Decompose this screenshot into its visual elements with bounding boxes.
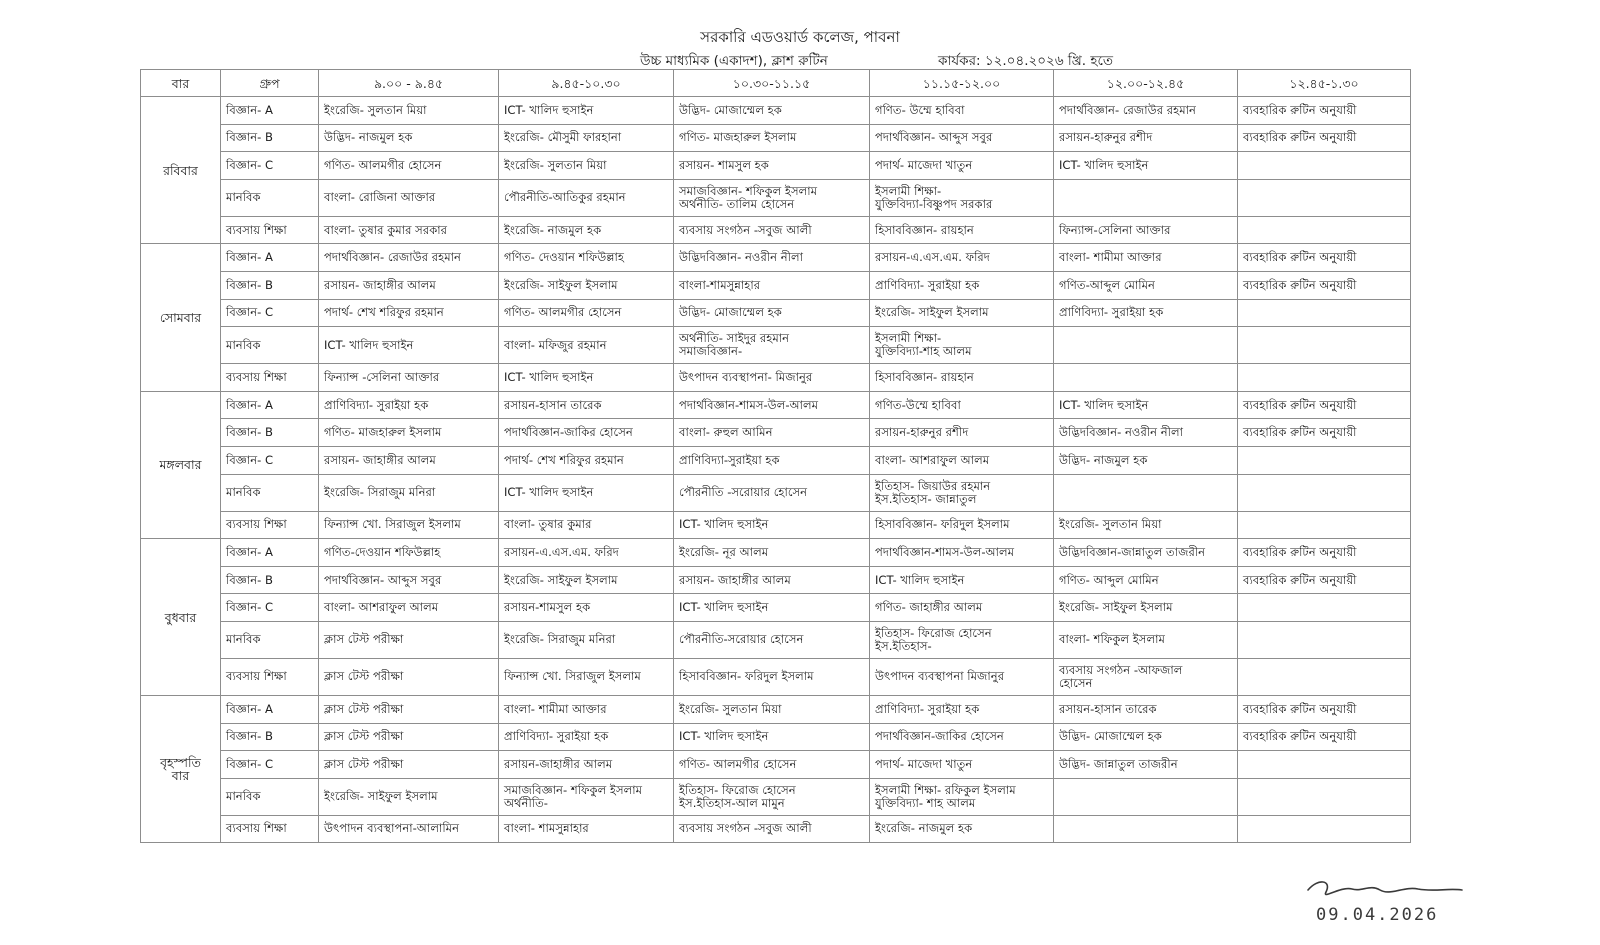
class-cell: উদ্ভিদবিজ্ঞান- নওরীন নীলা	[1054, 419, 1238, 447]
class-cell-line: যুক্তিবিদ্যা-শাহ আলম	[875, 344, 972, 359]
class-cell: ক্লাস টেস্ট পরীক্ষা	[319, 723, 499, 751]
signature-scribble	[1308, 882, 1462, 895]
class-cell	[1238, 815, 1411, 843]
group-cell: বিজ্ঞান- B	[221, 124, 319, 152]
class-cell: উদ্ভিদ- জান্নাতুল তাজরীন	[1054, 751, 1238, 779]
group-cell: বিজ্ঞান- C	[221, 751, 319, 779]
routine-row	[141, 446, 1411, 474]
day-cell: সোমবার	[141, 244, 221, 391]
routine-row	[141, 723, 1411, 751]
class-cell	[1054, 179, 1238, 216]
class-cell: ইংরেজি- সাইফুল ইসলাম	[499, 271, 674, 299]
class-cell: বাংলা- রুহুল আমিন	[674, 419, 870, 447]
routine-row	[141, 539, 1411, 567]
group-cell: মানবিক	[221, 327, 319, 364]
class-cell: রসায়ন-জাহাঙ্গীর আলম	[499, 751, 674, 779]
class-cell: হিসাববিজ্ঞান- ফরিদুল ইসলাম	[674, 658, 870, 695]
class-cell: বাংলা- মফিজুর রহমান	[499, 327, 674, 364]
class-cell	[870, 474, 1054, 511]
class-cell-line: অর্থনীতি-	[504, 795, 548, 810]
class-cell: ইংরেজি- সাইফুল ইসলাম	[870, 299, 1054, 327]
class-cell: হিসাববিজ্ঞান- রায়হান	[870, 364, 1054, 392]
class-cell: রসায়ন-এ.এস.এম. ফরিদ	[870, 244, 1054, 272]
day-cell: মঙ্গলবার	[141, 391, 221, 538]
class-cell: উদ্ভিদ- নাজমুল হক	[319, 124, 499, 152]
routine-row	[141, 97, 1411, 125]
class-cell: ব্যবহারিক রুটিন অনুযায়ী	[1238, 391, 1411, 419]
class-cell-line: ইতিহাস- ফিরোজ হোসেন	[875, 625, 992, 640]
routine-row	[141, 179, 1411, 216]
class-cell: বাংলা- শামসুন্নাহার	[499, 815, 674, 843]
group-cell: মানবিক	[221, 778, 319, 815]
routine-row	[141, 216, 1411, 244]
class-cell: ফিন্যান্স খো. সিরাজুল ইসলাম	[499, 658, 674, 695]
class-cell: রসায়ন-শামসুল হক	[499, 594, 674, 622]
group-cell: বিজ্ঞান- C	[221, 446, 319, 474]
group-cell: বিজ্ঞান- C	[221, 594, 319, 622]
class-cell-line: সমাজবিজ্ঞান-	[679, 344, 743, 359]
group-cell: মানবিক	[221, 474, 319, 511]
class-cell: উদ্ভিদ- মোজাম্মেল হক	[1054, 723, 1238, 751]
routine-row	[141, 152, 1411, 180]
class-cell-line: ইসলামী শিক্ষা-	[875, 183, 942, 198]
signature-date: 09.04.2026	[1316, 905, 1439, 925]
class-cell: রসায়ন- জাহাঙ্গীর আলম	[319, 271, 499, 299]
col-period-1: ৯.০০ - ৯.৪৫	[319, 70, 499, 97]
class-cell: ব্যবহারিক রুটিন অনুযায়ী	[1238, 539, 1411, 567]
class-cell: ব্যবহারিক রুটিন অনুযায়ী	[1238, 271, 1411, 299]
class-cell: উদ্ভিদ- নাজমুল হক	[1054, 446, 1238, 474]
class-cell: রসায়ন-হারুনুর রশীদ	[1054, 124, 1238, 152]
routine-row	[141, 621, 1411, 658]
signature-mark	[1300, 876, 1500, 938]
class-cell: ব্যবহারিক রুটিন অনুযায়ী	[1238, 566, 1411, 594]
class-cell: পদার্থ- শেখ শরিফুর রহমান	[319, 299, 499, 327]
class-cell: প্রাণিবিদ্যা-সুরাইয়া হক	[674, 446, 870, 474]
class-cell: ইংরেজি- সাইফুল ইসলাম	[499, 566, 674, 594]
class-cell: বাংলা-শামসুন্নাহার	[674, 271, 870, 299]
class-cell: বাংলা- আশরাফুল আলম	[319, 594, 499, 622]
class-cell: রসায়ন- শামসুল হক	[674, 152, 870, 180]
routine-body	[141, 97, 1411, 843]
class-cell	[870, 621, 1054, 658]
routine-row	[141, 695, 1411, 723]
class-cell	[1238, 658, 1411, 695]
group-cell: ব্যবসায় শিক্ষা	[221, 511, 319, 539]
class-cell: পদার্থবিজ্ঞান-শামস-উল-আলম	[674, 391, 870, 419]
group-cell: ব্যবসায় শিক্ষা	[221, 815, 319, 843]
class-cell: উদ্ভিদবিজ্ঞান- নওরীন নীলা	[674, 244, 870, 272]
class-cell: ইংরেজি- নাজমুল হক	[499, 216, 674, 244]
routine-row	[141, 271, 1411, 299]
day-cell: বুধবার	[141, 539, 221, 696]
class-cell: হিসাববিজ্ঞান- রায়হান	[870, 216, 1054, 244]
class-cell	[1238, 778, 1411, 815]
class-cell: উৎপাদন ব্যবস্থাপনা- মিজানুর	[674, 364, 870, 392]
group-cell: বিজ্ঞান- B	[221, 419, 319, 447]
class-cell: ক্লাস টেস্ট পরীক্ষা	[319, 751, 499, 779]
class-cell: ইংরেজি- সাইফুল ইসলাম	[1054, 594, 1238, 622]
col-day: বার	[141, 70, 221, 97]
class-cell: বাংলা- শামীমা আক্তার	[499, 695, 674, 723]
class-cell: গণিত- আলমগীর হোসেন	[319, 152, 499, 180]
class-cell: ইংরেজি- সিরাজুম মনিরা	[319, 474, 499, 511]
class-cell: উদ্ভিদ- মোজাম্মেল হক	[674, 97, 870, 125]
class-cell: ICT- খালিদ হুসাইন	[870, 566, 1054, 594]
class-cell: উৎপাদন ব্যবস্থাপনা-আলামিন	[319, 815, 499, 843]
class-cell	[1238, 751, 1411, 779]
class-cell-line: ইস.ইতিহাস-	[875, 638, 932, 653]
class-cell: পৌরনীতি-সরোয়ার হোসেন	[674, 621, 870, 658]
class-cell: বাংলা- শফিকুল ইসলাম	[1054, 621, 1238, 658]
col-period-4: ১১.১৫-১২.০০	[870, 70, 1054, 97]
group-cell: বিজ্ঞান- B	[221, 566, 319, 594]
class-cell: বাংলা- রোজিনা আক্তার	[319, 179, 499, 216]
class-cell: গণিত- আলমগীর হোসেন	[499, 299, 674, 327]
class-cell: প্রাণিবিদ্যা- সুরাইয়া হক	[1054, 299, 1238, 327]
routine-row	[141, 474, 1411, 511]
class-cell: প্রাণিবিদ্যা- সুরাইয়া হক	[319, 391, 499, 419]
class-cell: প্রাণিবিদ্যা- সুরাইয়া হক	[870, 695, 1054, 723]
group-cell: ব্যবসায় শিক্ষা	[221, 658, 319, 695]
class-cell	[1238, 621, 1411, 658]
class-cell: পদার্থবিজ্ঞান- রেজাউর রহমান	[319, 244, 499, 272]
class-cell: ICT- খালিদ হুসাইন	[674, 723, 870, 751]
class-cell: ফিন্যান্স -সেলিনা আক্তার	[319, 364, 499, 392]
class-cell: ইংরেজি- সিরাজুম মনিরা	[499, 621, 674, 658]
day-cell: বৃহস্পতি বার	[141, 695, 221, 842]
class-cell: প্রাণিবিদ্যা- সুরাইয়া হক	[499, 723, 674, 751]
class-cell: গণিত- আলমগীর হোসেন	[674, 751, 870, 779]
class-cell: রসায়ন-হাসান তারেক	[1054, 695, 1238, 723]
class-cell: পদার্থ- মাজেদা খাতুন	[870, 751, 1054, 779]
class-cell-line: যুক্তিবিদ্যা- শাহ আলম	[875, 795, 976, 810]
group-cell: মানবিক	[221, 621, 319, 658]
class-cell: ICT- খালিদ হুসাইন	[1054, 391, 1238, 419]
class-cell	[1238, 216, 1411, 244]
routine-row	[141, 327, 1411, 364]
group-cell: বিজ্ঞান- A	[221, 539, 319, 567]
class-cell	[1054, 778, 1238, 815]
class-cell: গণিত- মাজহারুল ইসলাম	[674, 124, 870, 152]
class-cell: রসায়ন-এ.এস.এম. ফরিদ	[499, 539, 674, 567]
class-cell	[870, 327, 1054, 364]
class-cell: ইংরেজি- সাইফুল ইসলাম	[319, 778, 499, 815]
class-cell-line: ইসলামী শিক্ষা-	[875, 331, 942, 346]
routine-row	[141, 511, 1411, 539]
class-cell: ব্যবহারিক রুটিন অনুযায়ী	[1238, 244, 1411, 272]
header-row	[141, 70, 1411, 97]
routine-row	[141, 299, 1411, 327]
class-cell	[1238, 511, 1411, 539]
class-cell: ইংরেজি- মৌসুমী ফারহানা	[499, 124, 674, 152]
class-cell: ইংরেজি- সুলতান মিয়া	[674, 695, 870, 723]
class-cell: গণিত- জাহাঙ্গীর আলম	[870, 594, 1054, 622]
class-cell	[1054, 474, 1238, 511]
class-cell	[870, 778, 1054, 815]
class-cell: ইংরেজি- নাজমুল হক	[870, 815, 1054, 843]
routine-subtitle: উচ্চ মাধ্যমিক (একাদশ), ক্লাশ রুটিন	[640, 53, 828, 69]
class-cell: ICT- খালিদ হুসাইন	[499, 97, 674, 125]
class-cell	[1238, 327, 1411, 364]
class-cell: পদার্থ- শেখ শরিফুর রহমান	[499, 446, 674, 474]
class-cell: পৌরনীতি -সরোয়ার হোসেন	[674, 474, 870, 511]
class-cell: গণিত-আব্দুল মোমিন	[1054, 271, 1238, 299]
class-cell: উদ্ভিদ- মোজাম্মেল হক	[674, 299, 870, 327]
class-cell-line: ইতিহাস- ফিরোজ হোসেন	[679, 782, 796, 797]
class-cell: প্রাণিবিদ্যা- সুরাইয়া হক	[870, 271, 1054, 299]
class-cell: রসায়ন-হাসান তারেক	[499, 391, 674, 419]
class-cell: ইংরেজি- সুলতান মিয়া	[319, 97, 499, 125]
group-cell: বিজ্ঞান- A	[221, 244, 319, 272]
class-cell: ICT- খালিদ হুসাইন	[1054, 152, 1238, 180]
class-cell	[674, 778, 870, 815]
group-cell: বিজ্ঞান- A	[221, 695, 319, 723]
class-cell	[1054, 327, 1238, 364]
class-cell: ইংরেজি- নূর আলম	[674, 539, 870, 567]
class-cell: ব্যবহারিক রুটিন অনুযায়ী	[1238, 695, 1411, 723]
routine-row	[141, 419, 1411, 447]
class-cell-line: যুক্তিবিদ্যা-বিষ্ণুপদ সরকার	[875, 196, 993, 211]
class-cell: পদার্থবিজ্ঞান-জাকির হোসেন	[499, 419, 674, 447]
class-cell: পদার্থবিজ্ঞান-শামস-উল-আলম	[870, 539, 1054, 567]
class-cell	[499, 778, 674, 815]
group-cell: বিজ্ঞান- C	[221, 299, 319, 327]
class-cell	[1238, 152, 1411, 180]
routine-row	[141, 815, 1411, 843]
class-cell: ব্যবহারিক রুটিন অনুযায়ী	[1238, 723, 1411, 751]
class-cell: ক্লাস টেস্ট পরীক্ষা	[319, 658, 499, 695]
class-cell: গণিত-দেওয়ান শফিউল্লাহ	[319, 539, 499, 567]
class-cell-line: ইসলামী শিক্ষা- রফিকুল ইসলাম	[875, 782, 1016, 797]
class-cell: হিসাববিজ্ঞান- ফরিদুল ইসলাম	[870, 511, 1054, 539]
class-cell: পদার্থবিজ্ঞান- আব্দুস সবুর	[319, 566, 499, 594]
class-cell: ক্লাস টেস্ট পরীক্ষা	[319, 695, 499, 723]
class-cell	[1238, 364, 1411, 392]
routine-table	[140, 69, 1411, 843]
class-cell-line: সমাজবিজ্ঞান- শফিকুল ইসলাম	[504, 782, 643, 797]
class-cell: ICT- খালিদ হুসাইন	[674, 511, 870, 539]
routine-row	[141, 124, 1411, 152]
group-cell: বিজ্ঞান- B	[221, 271, 319, 299]
class-cell-line: হোসেন	[1059, 675, 1093, 690]
class-cell: গণিত- মাজহারুল ইসলাম	[319, 419, 499, 447]
class-cell: ব্যবহারিক রুটিন অনুযায়ী	[1238, 124, 1411, 152]
class-cell: গণিত- উম্মে হাবিবা	[870, 97, 1054, 125]
group-cell: ব্যবসায় শিক্ষা	[221, 216, 319, 244]
class-cell: পদার্থ- মাজেদা খাতুন	[870, 152, 1054, 180]
group-cell: বিজ্ঞান- A	[221, 391, 319, 419]
class-cell-line: ইস.ইতিহাস- জান্নাতুল	[875, 491, 977, 506]
class-cell: পৌরনীতি-আতিকুর রহমান	[499, 179, 674, 216]
class-cell: বাংলা- তুষার কুমার	[499, 511, 674, 539]
group-cell: মানবিক	[221, 179, 319, 216]
class-cell: উদ্ভিদবিজ্ঞান-জান্নাতুল তাজরীন	[1054, 539, 1238, 567]
class-cell-line: ব্যবসায় সংগঠন -আফজাল	[1059, 662, 1183, 677]
class-cell: ICT- খালিদ হুসাইন	[674, 594, 870, 622]
class-cell-line: ইতিহাস- জিয়াউর রহমান	[875, 478, 991, 493]
class-cell	[1238, 299, 1411, 327]
class-cell: ব্যবসায় সংগঠন -সবুজ আলী	[674, 815, 870, 843]
class-cell: ICT- খালিদ হুসাইন	[499, 364, 674, 392]
col-period-6: ১২.৪৫-১.৩০	[1238, 70, 1411, 97]
effective-date: কার্যকর: ১২.০৪.২০২৬ খ্রি. হতে	[938, 53, 1114, 69]
group-cell: বিজ্ঞান- A	[221, 97, 319, 125]
col-period-2: ৯.৪৫-১০.৩০	[499, 70, 674, 97]
class-cell-line: সমাজবিজ্ঞান- শফিকুল ইসলাম	[679, 183, 818, 198]
class-cell: ব্যবহারিক রুটিন অনুযায়ী	[1238, 419, 1411, 447]
routine-row	[141, 751, 1411, 779]
routine-row	[141, 566, 1411, 594]
routine-row	[141, 658, 1411, 695]
col-period-5: ১২.০০-১২.৪৫	[1054, 70, 1238, 97]
class-cell	[1054, 364, 1238, 392]
class-cell	[1238, 179, 1411, 216]
class-cell-line: অর্থনীতি- তালিম হোসেন	[679, 196, 795, 211]
col-group: গ্রুপ	[221, 70, 319, 97]
class-cell: পদার্থবিজ্ঞান- আব্দুস সবুর	[870, 124, 1054, 152]
group-cell: বিজ্ঞান- C	[221, 152, 319, 180]
class-cell	[674, 327, 870, 364]
class-cell: ইংরেজি- সুলতান মিয়া	[1054, 511, 1238, 539]
class-cell	[1238, 474, 1411, 511]
class-cell: গণিত- দেওয়ান শফিউল্লাহ	[499, 244, 674, 272]
class-cell: ক্লাস টেস্ট পরীক্ষা	[319, 621, 499, 658]
class-cell: বাংলা- আশরাফুল আলম	[870, 446, 1054, 474]
routine-row	[141, 391, 1411, 419]
class-cell	[1054, 815, 1238, 843]
class-cell: বাংলা- শামীমা আক্তার	[1054, 244, 1238, 272]
routine-row	[141, 594, 1411, 622]
class-cell: রসায়ন- জাহাঙ্গীর আলম	[319, 446, 499, 474]
class-cell	[1054, 658, 1238, 695]
class-cell: রসায়ন-হারুনুর রশীদ	[870, 419, 1054, 447]
class-cell: উৎপাদন ব্যবস্থাপনা মিজানুর	[870, 658, 1054, 695]
class-cell-line: অর্থনীতি- সাইদুর রহমান	[679, 331, 790, 346]
class-cell: পদার্থবিজ্ঞান-জাকির হোসেন	[870, 723, 1054, 751]
class-cell: ফিন্যান্স-সেলিনা আক্তার	[1054, 216, 1238, 244]
class-cell: ICT- খালিদ হুসাইন	[319, 327, 499, 364]
day-cell: রবিবার	[141, 97, 221, 244]
class-cell: বাংলা- তুষার কুমার সরকার	[319, 216, 499, 244]
group-cell: ব্যবসায় শিক্ষা	[221, 364, 319, 392]
col-period-3: ১০.৩০-১১.১৫	[674, 70, 870, 97]
class-cell	[1238, 594, 1411, 622]
class-cell	[1238, 446, 1411, 474]
class-cell	[674, 179, 870, 216]
class-cell: ব্যবসায় সংগঠন -সবুজ আলী	[674, 216, 870, 244]
class-cell: ব্যবহারিক রুটিন অনুযায়ী	[1238, 97, 1411, 125]
class-cell-line: ইস.ইতিহাস-আল মামুন	[679, 795, 785, 810]
class-cell	[870, 179, 1054, 216]
class-cell: গণিত-উম্মে হাবিবা	[870, 391, 1054, 419]
group-cell: বিজ্ঞান- B	[221, 723, 319, 751]
class-cell: ICT- খালিদ হুসাইন	[499, 474, 674, 511]
class-cell: ফিন্যান্স খো. সিরাজুল ইসলাম	[319, 511, 499, 539]
routine-row	[141, 364, 1411, 392]
routine-row	[141, 244, 1411, 272]
class-cell: গণিত- আব্দুল মোমিন	[1054, 566, 1238, 594]
class-cell: পদার্থবিজ্ঞান- রেজাউর রহমান	[1054, 97, 1238, 125]
class-cell: রসায়ন- জাহাঙ্গীর আলম	[674, 566, 870, 594]
class-cell: ইংরেজি- সুলতান মিয়া	[499, 152, 674, 180]
routine-row	[141, 778, 1411, 815]
college-title: সরকারি এডওয়ার্ড কলেজ, পাবনা	[700, 28, 900, 46]
